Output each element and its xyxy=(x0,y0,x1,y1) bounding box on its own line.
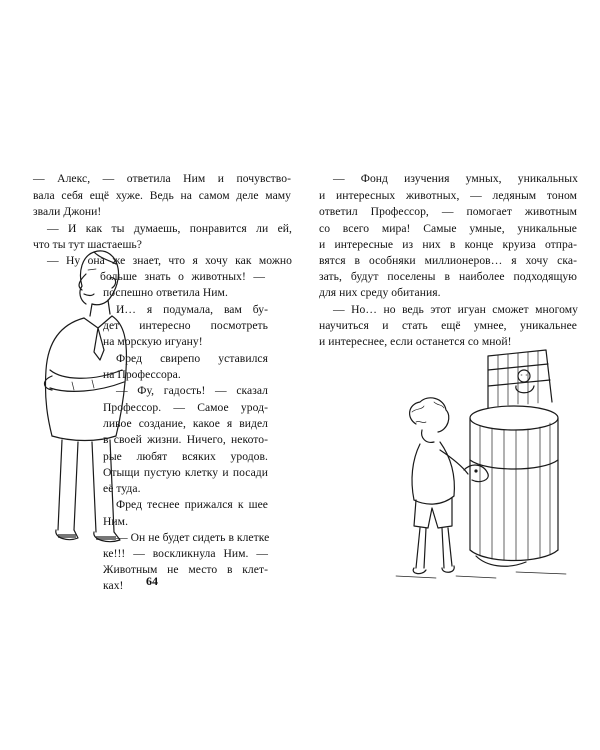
text-line: со всего мира! Самые умные, уникальные xyxy=(319,222,577,235)
text-line: и интересные из них в конце круиза отпра- xyxy=(319,238,577,251)
text-line: рые любят всяких уродов. xyxy=(103,450,268,463)
text-line: Ним. xyxy=(103,515,129,528)
text-line: — Ну она же знает, что я хочу как можно xyxy=(47,254,292,267)
text-line: в своей жизни. Ничего, некото- xyxy=(103,433,268,446)
text-line: на морскую игуану! xyxy=(103,335,203,348)
text-line: — И как ты думаешь, понравится ли ей, xyxy=(47,222,292,235)
text-line: Отыщи пустую клетку и посади xyxy=(103,466,268,479)
right-page xyxy=(300,0,600,750)
text-line: поспешно ответила Ним. xyxy=(103,286,228,299)
text-line: — Фу, гадость! — сказал xyxy=(116,384,268,397)
text-line: ке!!! — воскликнула Ним. — xyxy=(103,547,268,560)
text-line: звали Джони! xyxy=(33,205,102,218)
text-line: — Алекс, — ответила Ним и почувство- xyxy=(33,172,291,185)
page-number: 64 xyxy=(146,574,158,588)
text-line: для них среду обитания. xyxy=(319,286,441,299)
text-line: зать, будут поселены в наиболее подходящую xyxy=(319,270,577,283)
text-line: на Профессора. xyxy=(103,368,181,381)
cages-illustration xyxy=(376,350,576,590)
text-line: вала себя ещё хуже. Ведь на самом деле маму xyxy=(33,189,291,202)
text-line: что ты тут шастаешь? xyxy=(33,238,142,251)
text-line: Фред свирепо уставился xyxy=(116,352,268,365)
text-line: — Он не будет сидеть в клетке xyxy=(116,531,270,544)
text-line: — Фонд изучения умных, уникальных xyxy=(333,172,578,185)
text-line: больше знать о животных! — xyxy=(100,270,265,283)
text-line: Профессор. — Самое урод- xyxy=(103,401,268,414)
text-line: дет интересно посмотреть xyxy=(103,319,268,332)
text-line: научиться и стать ещё умнее, уникальнее xyxy=(319,319,577,332)
text-line: — Но… но ведь этот игуан сможет многому xyxy=(333,303,578,316)
text-line: вятся в особняки миллионеров… я хочу ска- xyxy=(319,254,577,267)
text-line: И… я подумала, вам бу- xyxy=(116,303,268,316)
text-line: её туда. xyxy=(103,482,141,495)
professor-illustration xyxy=(12,220,142,580)
text-line: ках! xyxy=(103,579,124,592)
text-line: и интереснее, если останется со мной! xyxy=(319,335,512,348)
text-line: и интересных животных, — ледяным тоном xyxy=(319,189,577,202)
text-line: Фред теснее прижался к шее xyxy=(116,498,268,511)
text-line: ливое создание, какое я видел xyxy=(103,417,268,430)
text-line: ответил Профессор, — помогает животным xyxy=(319,205,577,218)
text-line: Животным не место в клет- xyxy=(103,563,268,576)
